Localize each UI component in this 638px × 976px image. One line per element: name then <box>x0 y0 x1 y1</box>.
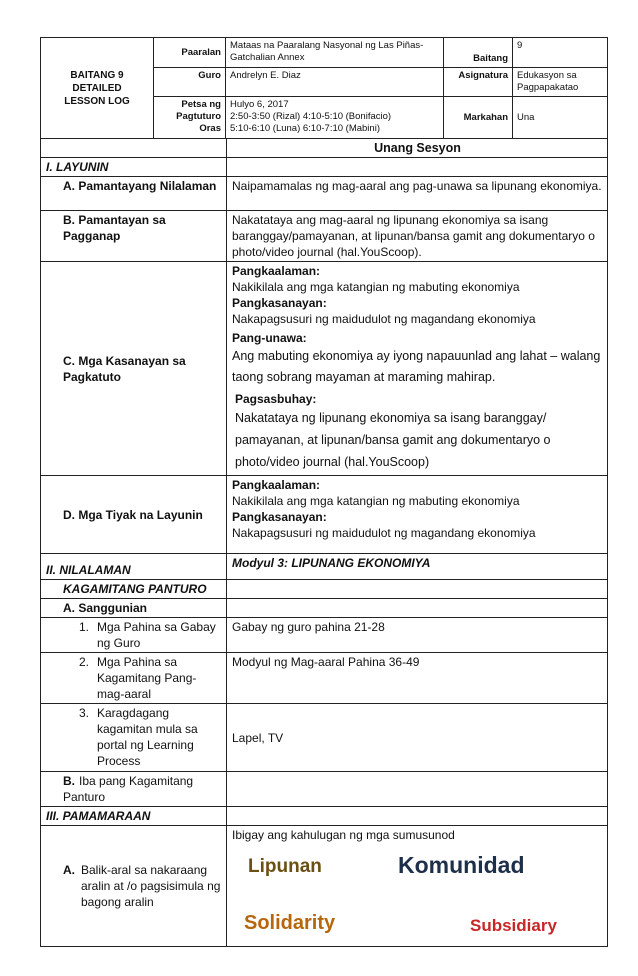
balik-aral-text: Balik-aral sa nakaraang aralin at /o pagsisimula ng bagong aralin <box>81 863 221 909</box>
word-subsidiary: Subsidiary <box>470 916 557 935</box>
pamamaraan-heading: III. PAMAMARAAN <box>41 807 227 826</box>
paaralan-label: Paaralan <box>154 38 226 68</box>
nilalaman-heading: II. NILALAMAN <box>41 554 227 580</box>
session-title: Unang Sesyon <box>227 139 608 158</box>
paaralan-value: Mataas na Paaralang Nasyonal ng Las Piñas-Gatchalian Annex <box>226 38 444 68</box>
header-table <box>40 37 608 139</box>
kagamitan-item-1-num: 1. <box>79 620 90 634</box>
balik-aral-label: A. Balik-aral sa nakaraang aralin at /o pagsisimula ng bagong aralin <box>41 826 227 947</box>
tiyak-head-1: Pangkaalaman: <box>232 478 321 492</box>
nilalaman-value: Modyul 3: LIPUNANG EKONOMIYA <box>227 554 608 580</box>
kasanayan-head-4: Pagsasbuhay: <box>235 392 317 406</box>
kasanayan-text-1: Nakikilala ang mga katangian ng mabuting ekonomiya <box>232 280 520 294</box>
petsa-value <box>226 97 444 139</box>
pamantayan-pagganap-text: Nakatataya ang mag-aaral ng lipunang ekonomiya sa isang baranggay/pamayanan, at lipunan/bansa gamit ang dokumentaryo o photo/video journal (hal.YouScoop). <box>227 211 608 262</box>
kagamitan-item-1-value: Gabay ng guro pahina 21-28 <box>227 618 608 653</box>
tiyak-text-1: Nakikilala ang mga katangian ng mabuting ekonomiya <box>232 494 520 508</box>
kagamitan-item-3-label: Karagdagang kagamitan mula sa portal ng Learning Process <box>97 706 198 768</box>
kagamitan-item-1-label: Mga Pahina sa Gabay ng Guro <box>97 620 216 650</box>
tiyak-text-2: Nakapagsusuri ng maidudulot ng magandang ekonomiya <box>232 526 536 540</box>
kagamitan-item-1 <box>41 618 227 653</box>
kagamitan-item-2-value: Modyul ng Mag-aaral Pahina 36-49 <box>227 653 608 704</box>
petsa-date: Hulyo 6, 2017 <box>230 99 289 110</box>
tiyak-layunin-content <box>227 476 608 554</box>
iba-kagamitan-text: Iba pang Kagamitang Panturo <box>63 774 194 804</box>
tiyak-layunin-label: D. Mga Tiyak na Layunin <box>41 476 227 554</box>
layunin-heading: I. LAYUNIN <box>41 158 227 177</box>
kasanayan-head-2: Pangkasanayan: <box>232 296 327 310</box>
guro-label: Guro <box>154 68 226 97</box>
guro-value: Andrelyn E. Diaz <box>226 68 444 97</box>
petsa-label: Petsa ng Pagtuturo Oras <box>154 97 226 139</box>
pamantayang-nilalaman-text: Naipamamalas ng mag-aaral ang pag-unawa sa lipunang ekonomiya. <box>227 177 608 211</box>
kagamitan-item-2-num: 2. <box>79 655 90 669</box>
kagamitan-item-3-value: Lapel, TV <box>227 704 608 772</box>
log-title: BAITANG 9 DETAILED LESSON LOG <box>41 38 154 139</box>
asignatura-value: Edukasyon sa Pagpapakatao <box>513 68 608 97</box>
tiyak-head-2: Pangkasanayan: <box>232 510 327 524</box>
markahan-label: Markahan <box>444 97 513 139</box>
sanggunian-label: A. Sanggunian <box>41 599 227 618</box>
petsa-times-2: 5:10-6:10 (Luna) 6:10-7:10 (Mabini) <box>230 123 380 134</box>
word-lipunan: Lipunan <box>248 856 322 877</box>
kagamitan-item-3 <box>41 704 227 772</box>
iba-kagamitan-label: B. Iba pang Kagamitang Panturo <box>41 772 227 807</box>
kasanayan-head-1: Pangkaalaman: <box>232 264 321 278</box>
baitang-label: Baitang <box>444 38 513 68</box>
kasanayan-text-3: Ang mabuting ekonomiya ay iyong napauunlad ang lahat – walang taong sobrang mayaman at maraming mahirap. <box>232 349 601 384</box>
kagamitan-heading: KAGAMITANG PANTURO <box>41 580 227 599</box>
pamantayan-pagganap-label: B. Pamantayan sa Pagganap <box>41 211 227 262</box>
word-komunidad: Komunidad <box>398 852 525 878</box>
balik-aral-instruction: Ibigay ang kahulugan ng mga sumusunod <box>232 828 455 842</box>
kasanayan-text-2: Nakapagsusuri ng maidudulot ng magandang ekonomiya <box>232 312 536 326</box>
kagamitan-item-2-label: Mga Pahina sa Kagamitang Pang-mag-aaral <box>97 655 197 701</box>
word-solidarity: Solidarity <box>244 912 336 934</box>
petsa-times-1: 2:50-3:50 (Rizal) 4:10-5:10 (Bonifacio) <box>230 111 392 122</box>
kasanayan-text-4: Nakatataya ng lipunang ekonomiya sa isang baranggay/ pamayanan, at lipunan/bansa gamit ang dokumentaryo o photo/video journal (hal.YouScoop) <box>235 411 551 469</box>
kagamitan-item-2 <box>41 653 227 704</box>
kasanayan-content <box>227 262 608 476</box>
pamantayang-nilalaman-label: A. Pamantayang Nilalaman <box>41 177 227 211</box>
lesson-table <box>40 138 608 947</box>
kasanayan-head-3: Pang-unawa: <box>232 331 307 345</box>
kagamitan-item-3-num: 3. <box>79 706 90 720</box>
baitang-value: 9 <box>513 38 608 68</box>
asignatura-label: Asignatura <box>444 68 513 97</box>
markahan-value: Una <box>513 97 608 139</box>
kasanayan-label: C. Mga Kasanayan sa Pagkatuto <box>41 262 227 476</box>
